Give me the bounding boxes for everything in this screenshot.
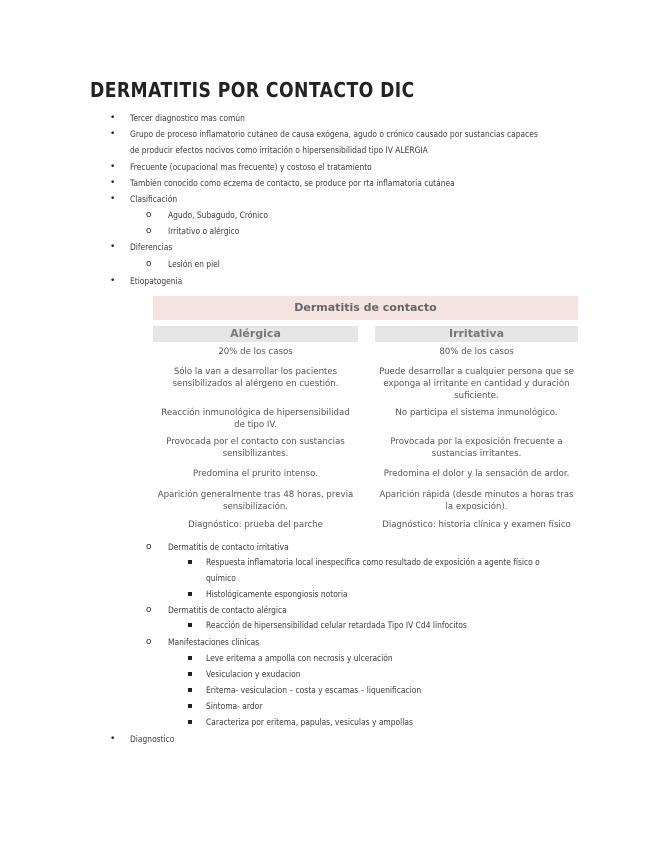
table-cell-irritative: Aparición rápida (desde minutos a horas tras la exposición). (379, 490, 574, 512)
square-bullet (188, 560, 192, 564)
table-cell-allergic: Sólo la van a desarrollar los pacientes sensibilizados al alérgeno en cuestión. (172, 367, 339, 389)
page-title: DERMATITIS POR CONTACTO DIC (90, 78, 415, 102)
sub-item: Agudo, Subagudo, Crónico (168, 210, 269, 221)
detail-item: Leve eritema a ampolla con necrosis y ulceración (206, 653, 393, 664)
bullet-item: Etiopatogenia (130, 276, 183, 287)
bullet-item-continuation: de producir efectos nocivos como irritación o hipersensibilidad tipo IV ALERGIA (130, 145, 428, 156)
detail-item: Histológicamente espongiosis notoria (206, 589, 348, 600)
bullet-item: Tercer diagnostico mas común (130, 113, 245, 124)
square-bullet (188, 656, 192, 660)
bullet-item: También conocido como eczema de contacto, se produce por rta inflamatoria cutánea (130, 178, 455, 189)
bullet-item: Grupo de proceso inflamatorio cutáneo de causa exógena, agudo o crónico causado por sustancias capaces (130, 129, 538, 140)
square-bullet (188, 592, 192, 596)
table-cell-irritative: 80% de los casos (439, 347, 514, 357)
table-cell-irritative: Diagnóstico: historia clínica y examen físico (382, 520, 571, 530)
detail-item: Sintoma- ardor (206, 701, 263, 712)
bullet-dot: • (110, 178, 116, 188)
sub-bullet-circle: o (146, 226, 152, 236)
sub-item: Irritativo o alérgico (168, 226, 240, 237)
table-cell-irritative: No participa el sistema inmunológico. (395, 408, 558, 418)
table-title: Dermatitis de contacto (153, 296, 578, 320)
sub-item: Dermatitis de contacto alérgica (168, 605, 287, 616)
bullet-dot: • (110, 734, 116, 744)
sub-item: Manifestaciones clinicas (168, 637, 260, 648)
detail-item: Eritema- vesiculacion – costa y escamas – liquenificacion (206, 685, 422, 696)
bullet-dot: • (110, 162, 116, 172)
table-cell-allergic: Diagnóstico: prueba del parche (188, 520, 323, 530)
square-bullet (188, 672, 192, 676)
bullet-item: Clasificación (130, 194, 178, 205)
detail-item: Vesiculacion y exudacion (206, 669, 301, 680)
square-bullet (188, 720, 192, 724)
bullet-item: Diagnostico (130, 734, 175, 745)
square-bullet (188, 688, 192, 692)
table-cell-allergic: Reacción inmunológica de hipersensibilidad de tipo IV. (161, 408, 350, 430)
table-cell-allergic: Provocada por el contacto con sustancias sensibilizantes. (166, 437, 345, 459)
sub-bullet-circle: o (146, 259, 152, 269)
sub-item: Lesión en piel (168, 259, 220, 270)
table-cell-allergic: 20% de los casos (218, 347, 293, 357)
table-cell-irritative: Provocada por la exposición frecuente a sustancias irritantes. (390, 437, 563, 459)
sub-bullet-circle: o (146, 637, 152, 647)
bullet-dot: • (110, 242, 116, 252)
detail-item: Reacción de hipersensibilidad celular retardada Tipo IV Cd4 linfocitos (206, 620, 467, 631)
table-column-irritative: Irritativa (375, 326, 578, 342)
table-cell-irritative: Predomina el dolor y la sensación de ardor. (383, 469, 570, 479)
sub-bullet-circle: o (146, 542, 152, 552)
detail-item-continuation: químico (206, 573, 236, 584)
table-cell-irritative: Puede desarrollar a cualquier persona que se exponga al irritante en cantidad y duración suficiente. (379, 367, 574, 401)
table-cell-allergic: Aparición generalmente tras 48 horas, previa sensibilización. (157, 490, 354, 512)
square-bullet (188, 623, 192, 627)
bullet-dot: • (110, 113, 116, 123)
bullet-dot: • (110, 194, 116, 204)
detail-item: Respuesta inflamatoria local inespecífica como resultado de exposición a agente físico o (206, 557, 540, 568)
bullet-item: Diferencias (130, 242, 173, 253)
bullet-item: Frecuente (ocupacional mas frecuente) y costoso el tratamiento (130, 162, 372, 173)
bullet-dot: • (110, 129, 116, 139)
square-bullet (188, 704, 192, 708)
sub-bullet-circle: o (146, 210, 152, 220)
detail-item: Caracteriza por eritema, papulas, vesiculas y ampollas (206, 717, 413, 728)
sub-item: Dermatitis de contacto irritativa (168, 542, 289, 553)
bullet-dot: • (110, 276, 116, 286)
table-column-allergic: Alérgica (153, 326, 358, 342)
table-cell-allergic: Predomina el prurito intenso. (193, 469, 318, 479)
sub-bullet-circle: o (146, 605, 152, 615)
